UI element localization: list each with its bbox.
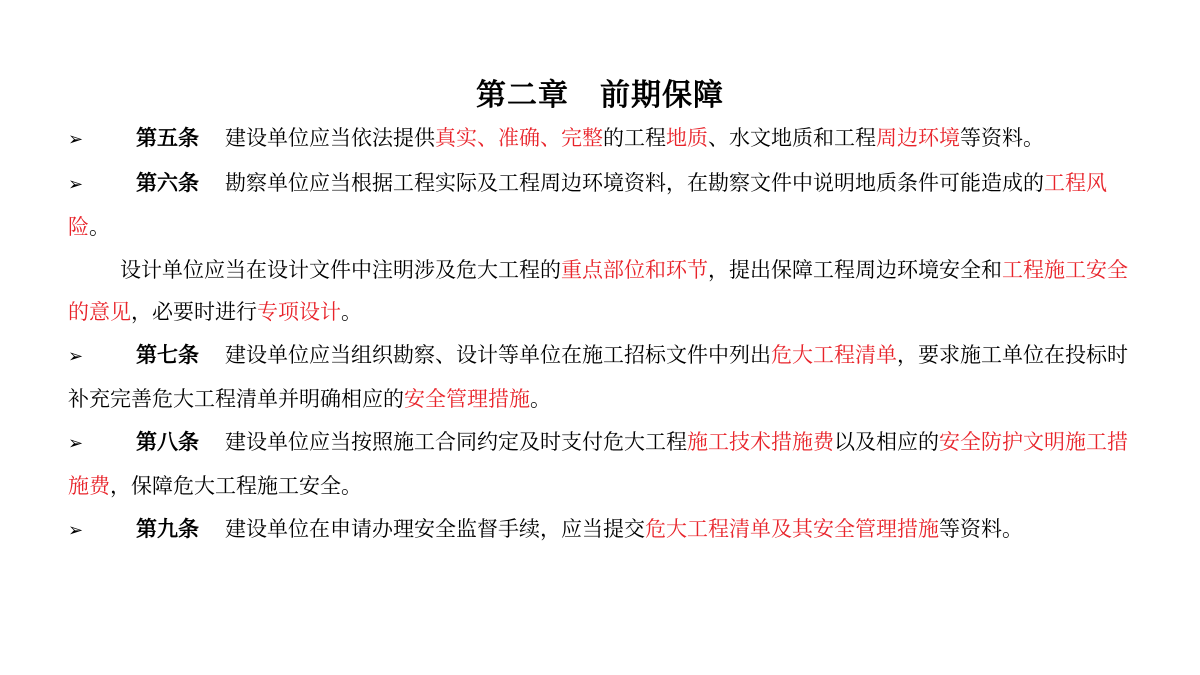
arrow-bullet-icon: ➢	[68, 173, 84, 195]
highlighted-text: 安全防护文明施工措施费	[68, 429, 1128, 498]
arrow-bullet-icon: ➢	[68, 519, 84, 541]
highlighted-text: 专项设计	[257, 300, 341, 324]
body-text: 等资料。	[960, 126, 1044, 150]
body-text: 。	[530, 387, 551, 411]
article-paragraph	[68, 334, 1132, 421]
body-text: 建设单位应当依法提供	[225, 126, 435, 150]
body-text: 等资料。	[939, 516, 1023, 541]
body-text: ，要求施工单位在投标时补充完善危大工程清单并明确相应的	[68, 342, 1128, 411]
article-paragraph	[68, 249, 1132, 334]
highlighted-text: 周边环境	[876, 126, 960, 150]
article-label: 第七条	[136, 342, 199, 367]
highlighted-text: 安全管理措施	[404, 387, 530, 411]
highlighted-text: 重点部位和环节	[561, 257, 708, 282]
document-body	[68, 117, 1132, 552]
article-paragraph	[68, 162, 1132, 249]
highlighted-text: 危大工程清单及其安全管理措施	[645, 516, 939, 541]
highlighted-text: 工程施工安全的意见	[68, 257, 1128, 324]
body-text: 。	[89, 215, 110, 239]
body-text: 以及相应的	[834, 429, 939, 454]
article-label: 第九条	[136, 516, 199, 541]
body-text: 建设单位应当按照施工合同约定及时支付危大工程	[225, 429, 687, 454]
body-text: 的工程	[603, 126, 666, 150]
body-text: 建设单位在申请办理安全监督手续，应当提交	[225, 516, 645, 541]
arrow-bullet-icon: ➢	[68, 345, 84, 367]
highlighted-text: 地质	[666, 126, 708, 150]
highlighted-text: 施工技术措施费	[687, 429, 834, 454]
arrow-bullet-icon: ➢	[68, 432, 84, 454]
chapter-title: 第二章 前期保障	[476, 78, 724, 113]
body-text: 设计单位应当在设计文件中注明涉及危大工程的	[120, 257, 561, 282]
highlighted-text: 危大工程清单	[771, 342, 897, 367]
body-text: ，保障危大工程施工安全。	[110, 474, 362, 498]
body-text: 、水文地质和工程	[708, 126, 876, 150]
arrow-bullet-icon: ➢	[68, 129, 84, 150]
article-paragraph	[68, 117, 1132, 162]
body-text: ，必要时进行	[131, 300, 257, 324]
body-text: 勘察单位应当根据工程实际及工程周边环境资料，在勘察文件中说明地质条件可能造成的	[225, 170, 1044, 195]
article-paragraph	[68, 508, 1132, 553]
body-text: 。	[341, 300, 362, 324]
article-paragraph	[68, 421, 1132, 508]
highlighted-text: 真实、准确、完整	[435, 126, 603, 150]
body-text: ，提出保障工程周边环境安全和	[708, 257, 1002, 282]
article-label: 第六条	[136, 170, 199, 195]
article-label: 第八条	[136, 429, 199, 454]
body-text: 建设单位应当组织勘察、设计等单位在施工招标文件中列出	[225, 342, 771, 367]
highlighted-text: 工程风险	[68, 170, 1107, 239]
article-label: 第五条	[136, 126, 199, 150]
